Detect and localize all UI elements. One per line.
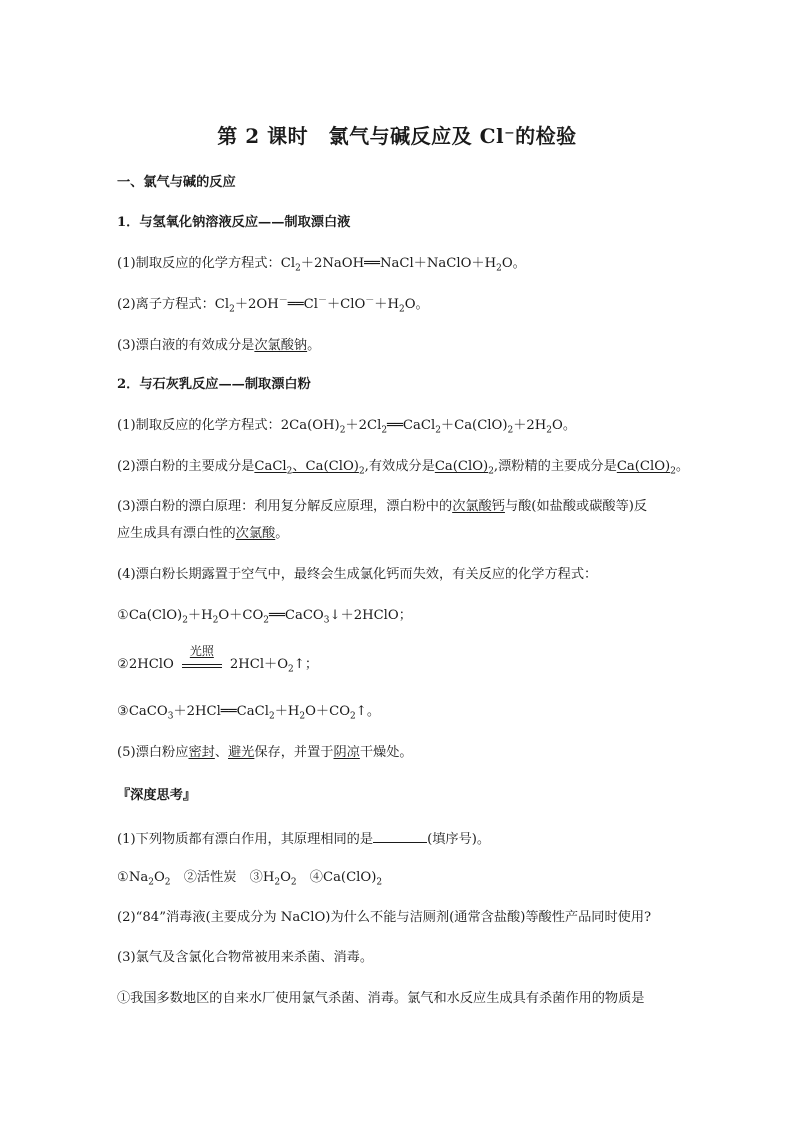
- question-1-options: $①Na_2O_2$ ②活性炭 $③H_2O_2$ $④Ca(ClO)_2$: [117, 870, 383, 888]
- reaction-condition: 光照: [180, 656, 224, 674]
- storage-line: (5)漂白粉应密封、避光保存，并置于阴凉干燥处。: [117, 745, 413, 760]
- lime-equation-line: (1)制取反应的化学方程式：$2Ca(OH)_2+2Cl_2══CaCl_2+Ca(ClO)_2+2H_2O$。: [117, 418, 577, 436]
- question-2: (2)“84”消毒液(主要成分为 NaClO)为什么不能与洁厕剂(通常含盐酸)等酸性产品同时使用?: [117, 910, 652, 925]
- equation-2: ②2HClO 光照 $2HCl+O_2↑$；: [117, 644, 319, 675]
- page-title: 第 2 课时 氯气与碱反应及 Cl⁻的检验: [217, 124, 577, 148]
- subsection-heading-naoh: 1．与氢氧化钠溶液反应——制取漂白液: [117, 215, 351, 230]
- bleach-liquid-component-line: (3)漂白液的有效成分是次氯酸钠。: [117, 338, 321, 353]
- bleach-powder-components-line: (2)漂白粉的主要成分是CaCl$_2$、$Ca(ClO)_2$,有效成分是$Ca(ClO)_2$,漂粉精的主要成分是$Ca(ClO)_2$。: [117, 459, 690, 477]
- bleach-principle-line: (3)漂白粉的漂白原理：利用复分解反应原理，漂白粉中的次氯酸钙与酸(如盐酸或碳酸等)反: [117, 499, 648, 514]
- question-3-part-1: ①我国多数地区的自来水厂使用氯气杀菌、消毒。氯气和水反应生成具有杀菌作用的物质是: [117, 991, 645, 1006]
- subsection-heading-lime: 2．与石灰乳反应——制取漂白粉: [117, 377, 311, 392]
- question-1: (1)下列物质都有漂白作用，其原理相同的是 (填序号)。: [117, 829, 490, 849]
- naoh-equation-line: (1)制取反应的化学方程式：$Cl_2+2NaOH══NaCl+NaClO+H_2O$。: [117, 256, 526, 274]
- deep-thinking-heading: 『深度思考』: [117, 788, 197, 803]
- question-3: (3)氯气及含氯化合物常被用来杀菌、消毒。: [117, 950, 374, 965]
- ionic-equation-line: (2)离子方程式：$Cl_2+2OH^-══Cl^-+ClO^-+H_2O$。: [117, 295, 429, 315]
- section-heading: 一、氯气与碱的反应: [117, 175, 236, 190]
- answer-blank[interactable]: [373, 829, 427, 843]
- bleach-principle-line-cont: 应生成具有漂白性的次氯酸。: [117, 526, 289, 541]
- equation-1: $①Ca(ClO)_2+H_2O+CO_2══CaCO_3↓+2HClO$；: [117, 608, 412, 626]
- bleach-failure-line: (4)漂白粉长期露置于空气中，最终会生成氯化钙而失效，有关反应的化学方程式：: [117, 567, 598, 582]
- equation-3: $③CaCO_3+2HCl══CaCl_2+H_2O+CO_2↑$。: [117, 704, 381, 722]
